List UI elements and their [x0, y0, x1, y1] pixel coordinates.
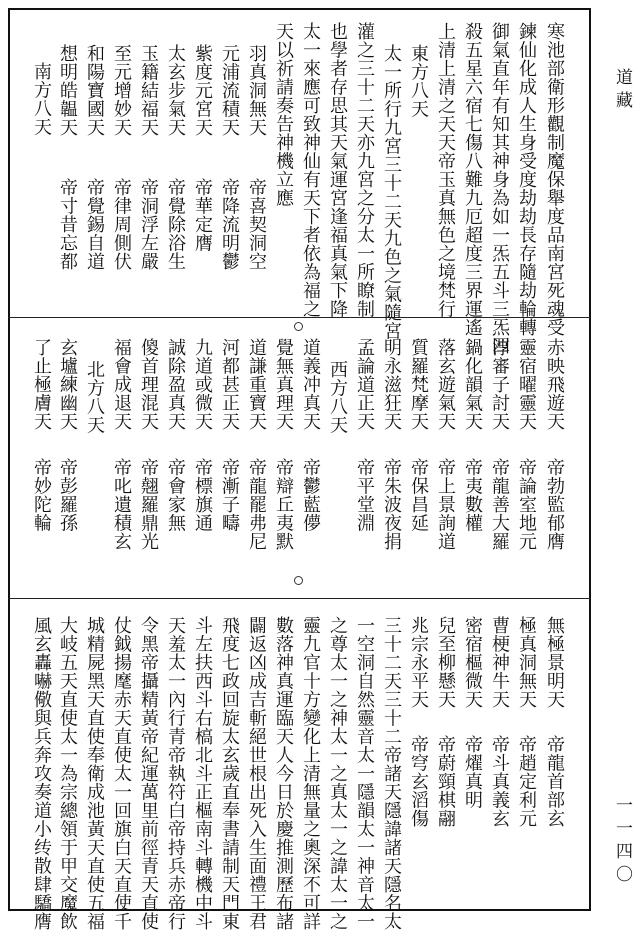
emperor-name: 帝燿真明: [462, 735, 483, 809]
heaven-name: 了止極膚天: [31, 338, 52, 431]
emperor-name: 帝翹羅鼎光: [138, 458, 159, 551]
heaven-name: 羽真洞無天: [246, 44, 267, 137]
emperor-name: 帝覺除浴生: [165, 178, 186, 271]
emperor-name: 帝穹玄滔傷: [408, 735, 429, 828]
heaven-name: 密宿樞微天: [462, 616, 483, 709]
heaven-name: 玄壚練幽天: [57, 338, 78, 431]
emperor-name: 帝勃監郁膺: [544, 458, 565, 551]
heaven-name: 落玄遊氣天: [435, 338, 456, 431]
text-column: 之尊太一之神太一之真太一之諱太一之: [327, 616, 348, 931]
text-column: 太一來應可致神仙有天下者依為福之: [300, 22, 321, 318]
heaven-name: 無極景明天: [544, 616, 565, 709]
emperor-name: 帝夷數權: [462, 458, 483, 532]
emperor-name: 帝會家無: [165, 458, 186, 532]
text-column: 鍊仙化成人生身受度劫劫長存隨劫輪轉: [516, 22, 537, 337]
emperor-name: 帝平堂淵: [354, 458, 375, 532]
text-column: 靈九官十方變化上清無量之奧深不可詳: [300, 616, 321, 931]
heaven-name: 福會成退天: [111, 338, 132, 431]
heaven-name: 赤映飛遊天: [544, 338, 565, 431]
page-number: 一一四〇: [612, 796, 632, 888]
emperor-name: 帝洞浮左嚴: [138, 178, 159, 271]
text-column: 城精屍黑天直使奉衛成池黃天直使五福: [84, 616, 105, 931]
emperor-name: 帝鬱藍儚: [300, 458, 321, 532]
text-column: 灌之三十二天亦九宮之分太一所瞭制: [354, 22, 375, 318]
emperor-name: 帝標旗通: [192, 458, 213, 532]
heaven-name: 玉籍結福天: [138, 44, 159, 137]
heaven-name: 曹梗神牛天: [489, 616, 510, 709]
emperor-name: 帝蔚頸棋翮: [435, 735, 456, 828]
heaven-name: 元浦流積天: [219, 44, 240, 137]
heaven-name: 誠除盈真天: [165, 338, 186, 431]
emperor-name: 帝彭羅孫: [57, 458, 78, 532]
text-column: 飛度七政回旋太玄歲直奉書請制天門東: [219, 616, 240, 931]
heaven-name: 道義冲真天: [300, 338, 321, 431]
emperor-name: 帝寸昔忘都: [57, 178, 78, 271]
text-column: 殺五星六宿七傷八難九厄超度三界運遙: [462, 22, 483, 337]
emperor-name: 帝龍罷弗尼: [246, 458, 267, 551]
heaven-name: 淳審子討天: [489, 338, 510, 431]
emperor-name: 帝趙定利元: [516, 735, 537, 828]
emperor-name: 帝保昌延: [408, 458, 429, 532]
text-column: 三十二天三十二帝諸天隱諱諸天隱名太: [381, 616, 402, 931]
emperor-name: 帝上景詢道: [435, 458, 456, 551]
text-column: 大岐五天直使太一為宗總領于甲交魔飲: [57, 616, 78, 931]
emperor-name: 帝辯丘夷默: [273, 458, 294, 551]
heaven-name: 河都甚正天: [219, 338, 240, 431]
text-column: 一空洞自然靈音太一隱韻太一神音太一: [354, 616, 375, 931]
heaven-name: 想明皓韞天: [57, 44, 78, 137]
emperor-name: 帝華定膺: [192, 178, 213, 252]
emperor-name: 帝喜契洞空: [246, 178, 267, 271]
emperor-name: 帝龍善大羅: [489, 458, 510, 551]
text-column: 闢返凶成吉斬絕世根出死入生面禮王君: [246, 616, 267, 931]
text-column: 也學者存思其天氣運宮逢福真氣下降: [327, 22, 348, 318]
emperor-name: 帝斗真義玄: [489, 735, 510, 828]
heaven-name: 質羅梵摩天: [408, 338, 429, 431]
text-column: 數落神真運臨天人今日於慶推測歷布諸: [273, 616, 294, 931]
emperor-name: 帝律周側伏: [111, 178, 132, 271]
heaven-name: 九道或微天: [192, 338, 213, 431]
text-column: 仗鉞揚麾赤天直使太一回旗白天直使千: [111, 616, 132, 931]
heaven-name: 孟論道正天: [354, 338, 375, 431]
heaven-name: 明永滋狂天: [381, 338, 402, 431]
text-column: 寒池部衛形觀制魔保舉度品南宮死魂受: [544, 22, 565, 337]
separator-circle: [294, 576, 303, 585]
heaven-name: 和陽寶國天: [84, 44, 105, 137]
emperor-name: 帝叱遺積玄: [111, 458, 132, 551]
heaven-name: 靈宿曜靈天: [516, 338, 537, 431]
text-column: 天羞太一內行青帝執符白帝持兵赤帝行: [165, 616, 186, 931]
margin-title: 道藏: [612, 68, 632, 114]
heaven-name: 兆宗永平天: [408, 616, 429, 709]
heaven-name: 傻首理混天: [138, 338, 159, 431]
text-column: 斗左扶西斗右槁北斗正樞南斗轉機中斗: [192, 616, 213, 931]
heaven-name: 鍋化韻氣天: [462, 338, 483, 431]
heaven-name: 兒至柳懸天: [435, 616, 456, 709]
heaven-name: 極真洞無天: [516, 616, 537, 709]
heaven-name: 至元增妙天: [111, 44, 132, 137]
text-column: 天以祈請奏告神機立應: [273, 22, 294, 207]
emperor-name: 帝朱波夜捐: [381, 458, 402, 551]
emperor-name: 帝龍首部玄: [544, 735, 565, 828]
section-heading: 東方八天: [408, 44, 429, 118]
panel-divider: [8, 598, 591, 599]
text-column: 風玄轟嚇儆與兵奔攻奏道小䌸散肆驕膺: [31, 616, 52, 931]
text-column: 御氣直年有知其神身為如一炁五斗三炁四: [489, 22, 510, 355]
emperor-name: 帝論室地元: [516, 458, 537, 551]
text-column: 太一所行九宮三十二天九色之氣隨宮: [381, 44, 402, 340]
section-heading: 南方八天: [31, 62, 52, 136]
separator-circle: [294, 322, 303, 331]
heaven-name: 道謙重寶天: [246, 338, 267, 431]
heaven-name: 紫度元宮天: [192, 44, 213, 137]
heaven-name: 太玄步氣天: [165, 44, 186, 137]
section-heading: 西方八天: [327, 360, 348, 434]
text-column: 上清上清之天天帝玉真無色之境梵行: [435, 22, 456, 318]
section-heading: 北方八天: [84, 360, 105, 434]
emperor-name: 帝覺錫自道: [84, 178, 105, 271]
emperor-name: 帝漸子疇: [219, 458, 240, 532]
emperor-name: 帝降流明鬱: [219, 178, 240, 271]
text-column: 令黑帝攝精黃帝紀運萬里前徑青天直使: [138, 616, 159, 931]
heaven-name: 覺無真理天: [273, 338, 294, 431]
emperor-name: 帝妙陀輪: [31, 458, 52, 532]
